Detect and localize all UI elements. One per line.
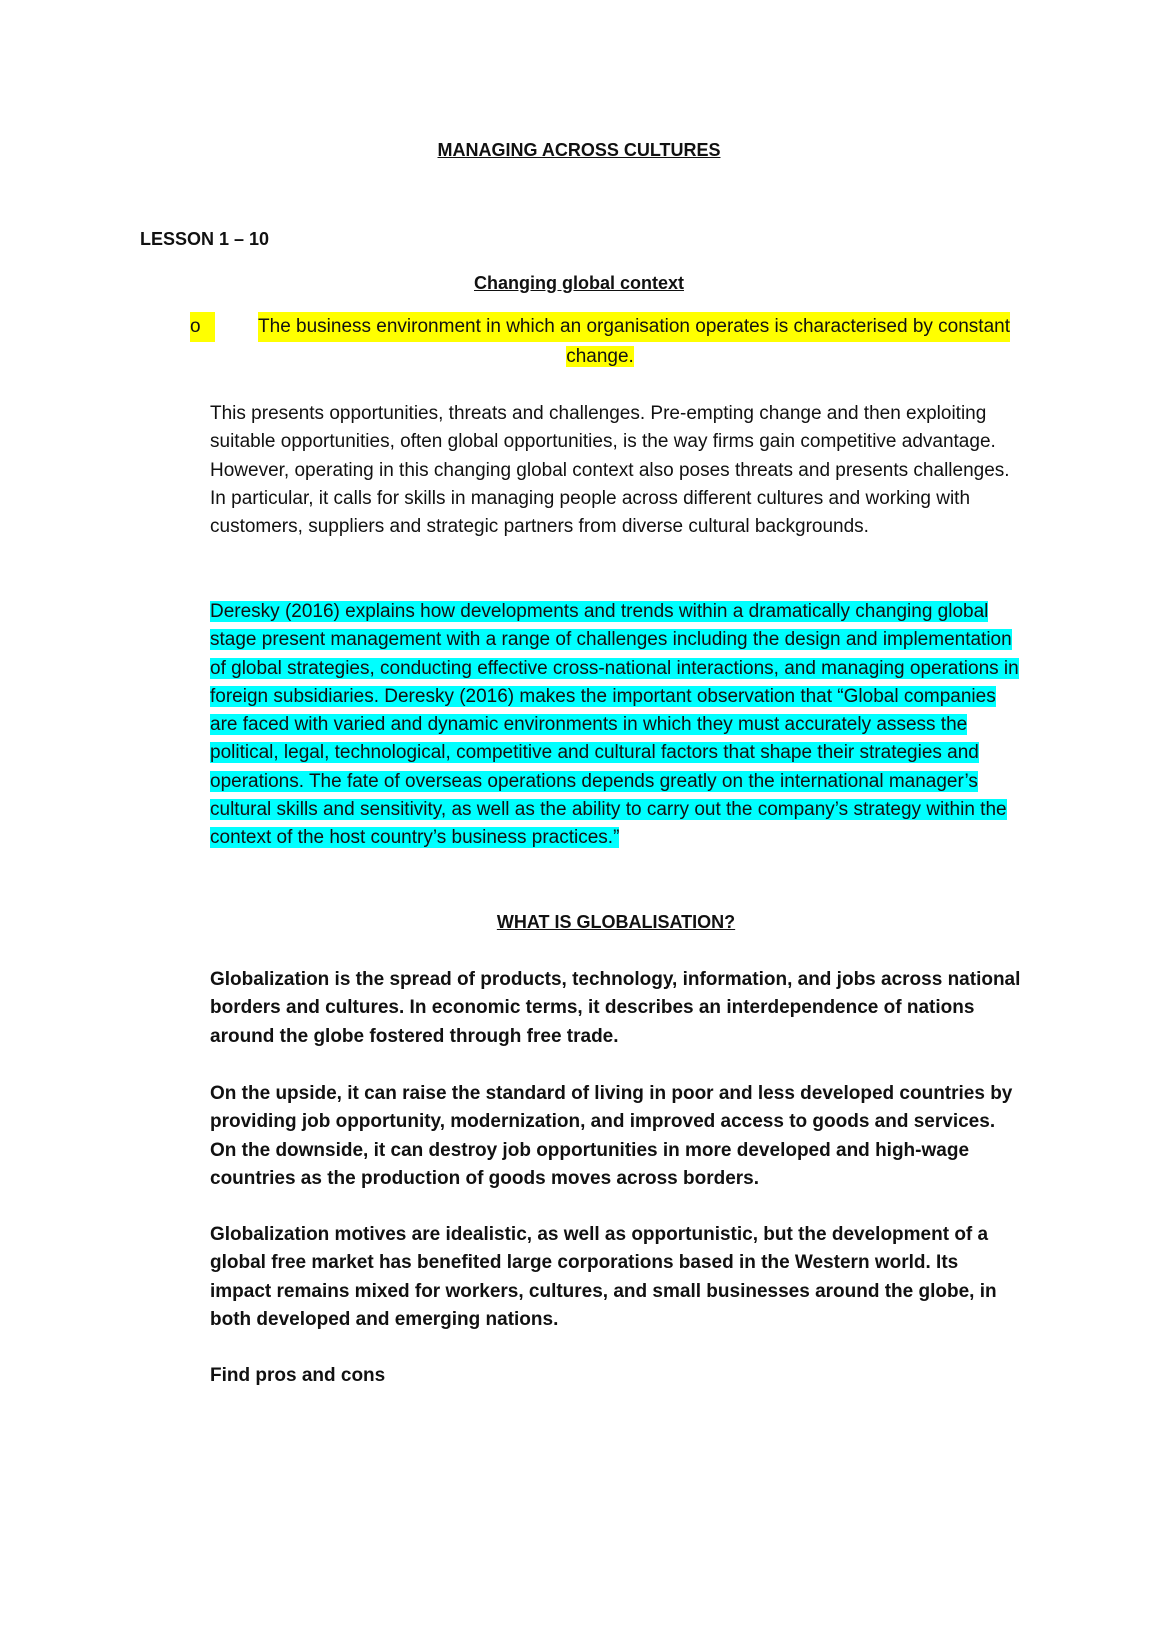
bullet-text-line2: change. bbox=[566, 346, 634, 367]
bullet-marker: o bbox=[190, 312, 215, 342]
lesson-heading: LESSON 1 – 10 bbox=[140, 229, 270, 249]
cyan-highlight-text: Deresky (2016) explains how developments and trends within a dramatically changing global stage present management with a range of challenges including the design and implementation of global strategies, conducting effective cross-national interactions, and managing operations in foreign subsidiaries. Deresky (2016) makes the important observation that “Global companies are faced with varied and dynamic environments in which they must accurately assess the political, legal, technological, competitive and cultural factors that shape their strategies and operations. The fate of overseas operations depends greatly on the international manager’s cultural skills and sensitivity, as well as the ability to carry out the company’s strategy within the context of the host country’s business practices.” bbox=[210, 601, 1019, 849]
section-subtitle: Changing global context bbox=[474, 273, 684, 293]
bullet-text-line1: The business environment in which an organisation operates is characterised by constant bbox=[258, 312, 1010, 342]
paragraph-upside-downside: On the upside, it can raise the standard of living in poor and less developed countries by providing job opportunity, modernization, and improved access to goods and services. On the downside, it can destroy job opportunities in more developed and high-wage countries as the production of goods moves across borders. bbox=[210, 1083, 1013, 1189]
highlighted-bullet bbox=[190, 312, 1010, 372]
paragraph-motives: Globalization motives are idealistic, as well as opportunistic, but the development of a global free market has benefited large corporations based in the Western world. Its impact remains mixed for workers, cultures, and small businesses around the globe, in both developed and emerging nations. bbox=[210, 1224, 997, 1330]
paragraph-globalization-definition: Globalization is the spread of products, technology, information, and jobs across national borders and cultures. In economic terms, it describes an interdependence of nations around the globe fostered through free trade. bbox=[210, 969, 1021, 1047]
document-title: MANAGING ACROSS CULTURES bbox=[437, 140, 721, 160]
paragraph-task: Find pros and cons bbox=[210, 1365, 386, 1386]
globalisation-heading: WHAT IS GLOBALISATION? bbox=[496, 912, 736, 932]
paragraph-opportunities: This presents opportunities, threats and challenges. Pre-empting change and then exploiting suitable opportunities, often global opportunities, is the way firms gain competitive advantage. However, operating in this changing global context also poses threats and presents challenges. In particular, it calls for skills in managing people across different cultures and working with customers, suppliers and strategic partners from diverse cultural backgrounds. bbox=[210, 403, 1010, 538]
paragraph-deresky bbox=[210, 598, 1022, 853]
